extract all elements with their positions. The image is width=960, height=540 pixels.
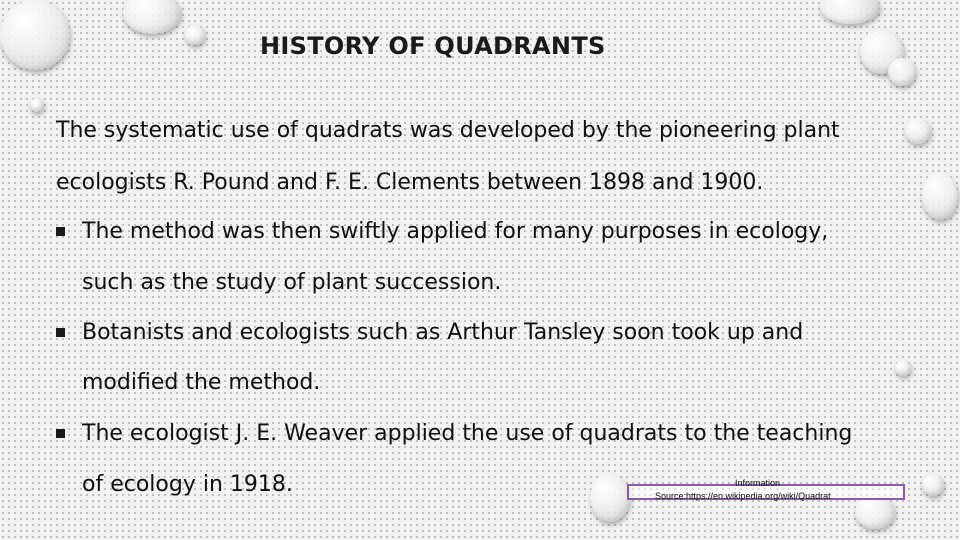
water-drop bbox=[123, 0, 181, 34]
bullet-text-line: The ecologist J. E. Weaver applied the use of quadrats to the teaching bbox=[82, 421, 853, 446]
intro-text-line: The systematic use of quadrats was developed by the pioneering plant bbox=[56, 118, 840, 143]
bullet-marker bbox=[56, 429, 65, 438]
bullet-text-line: The method was then swiftly applied for many purposes in ecology, bbox=[82, 219, 829, 244]
water-drop bbox=[820, 0, 880, 24]
source-label: Information bbox=[735, 478, 781, 488]
water-drop bbox=[590, 474, 630, 522]
water-drop bbox=[922, 172, 958, 220]
slide-title: HISTORY OF QUADRANTS bbox=[260, 32, 606, 60]
water-drop bbox=[888, 58, 916, 86]
water-drop bbox=[905, 118, 931, 144]
intro-text-line: ecologists R. Pound and F. E. Clements between 1898 and 1900. bbox=[56, 170, 764, 195]
bullet-text-line: Botanists and ecologists such as Arthur Tansley soon took up and bbox=[82, 320, 804, 345]
bullet-marker bbox=[56, 227, 65, 236]
bullet-text-line: such as the study of plant succession. bbox=[82, 270, 502, 295]
bullet-text-line: of ecology in 1918. bbox=[82, 472, 293, 497]
bullet-marker bbox=[56, 328, 65, 337]
water-drop bbox=[922, 474, 944, 496]
source-link[interactable]: Source:https://en.wikipedia.org/wiki/Quadrat bbox=[655, 491, 831, 501]
water-drop bbox=[185, 25, 205, 45]
bullet-text-line: modified the method. bbox=[82, 370, 321, 395]
water-drop bbox=[895, 360, 911, 376]
water-drop bbox=[0, 0, 70, 70]
water-drop bbox=[30, 98, 44, 112]
water-drop bbox=[855, 495, 895, 529]
